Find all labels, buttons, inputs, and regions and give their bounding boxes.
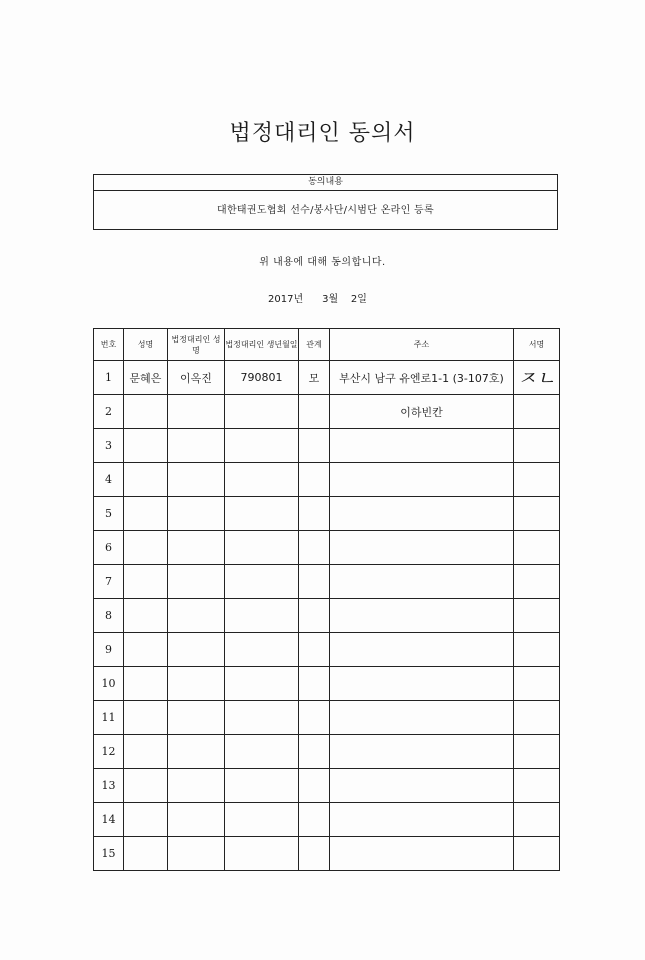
cell-number: 6: [94, 531, 124, 565]
cell-guardian-birthdate: [225, 803, 299, 837]
table-row: [94, 497, 560, 531]
cell-signature: [514, 395, 560, 429]
cell-guardian-birthdate: [225, 633, 299, 667]
cell-name: [124, 395, 168, 429]
table-row: [94, 463, 560, 497]
cell-name: [124, 803, 168, 837]
cell-signature: [514, 497, 560, 531]
cell-name: 문혜은: [124, 361, 168, 395]
cell-signature: [514, 429, 560, 463]
header-name: 성명: [124, 329, 168, 361]
cell-signature: [514, 735, 560, 769]
cell-number: 13: [94, 769, 124, 803]
consent-content-header: 동의내용: [94, 175, 557, 191]
cell-address: [330, 429, 514, 463]
cell-name: [124, 531, 168, 565]
roster-body: [94, 361, 560, 871]
cell-number: 14: [94, 803, 124, 837]
cell-guardian-name: [168, 395, 225, 429]
cell-guardian-birthdate: [225, 599, 299, 633]
handwritten-signature: ㅈㄴ: [517, 365, 556, 390]
cell-address: [330, 735, 514, 769]
cell-signature: [514, 599, 560, 633]
cell-name: [124, 735, 168, 769]
table-row: [94, 395, 560, 429]
cell-relation: [299, 701, 330, 735]
cell-guardian-name: 이옥진: [168, 361, 225, 395]
header-address: 주소: [330, 329, 514, 361]
cell-relation: [299, 769, 330, 803]
cell-guardian-name: [168, 667, 225, 701]
cell-address: [330, 803, 514, 837]
cell-address: [330, 837, 514, 871]
cell-address: [330, 497, 514, 531]
consent-content-box: [93, 174, 558, 230]
cell-number: 10: [94, 667, 124, 701]
agreement-statement: 위 내용에 대해 동의합니다.: [259, 257, 386, 268]
cell-name: [124, 599, 168, 633]
cell-number: 1: [94, 361, 124, 395]
cell-number: 5: [94, 497, 124, 531]
header-number: 번호: [94, 329, 124, 361]
cell-relation: [299, 803, 330, 837]
cell-name: [124, 463, 168, 497]
cell-relation: [299, 565, 330, 599]
cell-guardian-birthdate: [225, 701, 299, 735]
cell-address: [330, 769, 514, 803]
cell-relation: [299, 463, 330, 497]
document-title: 법정대리인 동의서: [229, 121, 416, 146]
cell-guardian-birthdate: 790801: [225, 361, 299, 395]
cell-guardian-birthdate: [225, 565, 299, 599]
cell-guardian-name: [168, 837, 225, 871]
table-row: [94, 667, 560, 701]
cell-relation: [299, 497, 330, 531]
cell-signature: [514, 701, 560, 735]
cell-name: [124, 667, 168, 701]
cell-number: 4: [94, 463, 124, 497]
table-header-row: [94, 329, 560, 361]
cell-address: 부산시 남구 유엔로1-1 (3-107호): [330, 361, 514, 395]
cell-number: 2: [94, 395, 124, 429]
cell-number: 12: [94, 735, 124, 769]
header-guardian-name: 법정대리인 성명: [168, 329, 225, 361]
header-relation: 관계: [299, 329, 330, 361]
table-row: [94, 633, 560, 667]
cell-number: 8: [94, 599, 124, 633]
cell-guardian-birthdate: [225, 735, 299, 769]
table-row: [94, 361, 560, 395]
cell-guardian-name: [168, 429, 225, 463]
cell-number: 9: [94, 633, 124, 667]
table-row: [94, 769, 560, 803]
cell-guardian-birthdate: [225, 531, 299, 565]
cell-guardian-name: [168, 803, 225, 837]
cell-relation: [299, 633, 330, 667]
cell-signature: [514, 837, 560, 871]
table-row: [94, 565, 560, 599]
cell-signature: [514, 531, 560, 565]
cell-guardian-birthdate: [225, 769, 299, 803]
cell-guardian-name: [168, 769, 225, 803]
cell-address: 이하빈칸: [330, 395, 514, 429]
cell-number: 11: [94, 701, 124, 735]
cell-guardian-name: [168, 633, 225, 667]
cell-relation: [299, 599, 330, 633]
table-row: [94, 429, 560, 463]
consent-roster-table: [93, 328, 560, 871]
document-date: 2017년 3월 2일: [268, 294, 367, 305]
cell-guardian-birthdate: [225, 429, 299, 463]
cell-guardian-name: [168, 599, 225, 633]
cell-signature: [514, 769, 560, 803]
consent-content-body: 대한태권도협회 선수/봉사단/시범단 온라인 등록: [217, 205, 434, 216]
cell-signature: [514, 463, 560, 497]
cell-signature: [514, 565, 560, 599]
cell-relation: [299, 667, 330, 701]
cell-guardian-birthdate: [225, 395, 299, 429]
cell-relation: [299, 395, 330, 429]
table-row: [94, 735, 560, 769]
cell-name: [124, 429, 168, 463]
table-row: [94, 599, 560, 633]
cell-signature: [514, 361, 560, 395]
cell-relation: [299, 531, 330, 565]
cell-address: [330, 565, 514, 599]
cell-relation: [299, 837, 330, 871]
cell-signature: [514, 667, 560, 701]
cell-address: [330, 599, 514, 633]
table-row: [94, 837, 560, 871]
table-row: [94, 701, 560, 735]
table-row: [94, 803, 560, 837]
cell-guardian-name: [168, 497, 225, 531]
cell-guardian-name: [168, 565, 225, 599]
cell-signature: [514, 803, 560, 837]
cell-signature: [514, 633, 560, 667]
cell-guardian-name: [168, 531, 225, 565]
cell-number: 15: [94, 837, 124, 871]
cell-address: [330, 633, 514, 667]
cell-relation: [299, 735, 330, 769]
cell-name: [124, 497, 168, 531]
cell-address: [330, 667, 514, 701]
cell-name: [124, 565, 168, 599]
cell-address: [330, 531, 514, 565]
cell-name: [124, 837, 168, 871]
cell-number: 3: [94, 429, 124, 463]
cell-address: [330, 463, 514, 497]
cell-guardian-name: [168, 463, 225, 497]
cell-guardian-name: [168, 701, 225, 735]
cell-name: [124, 701, 168, 735]
cell-number: 7: [94, 565, 124, 599]
cell-guardian-birthdate: [225, 463, 299, 497]
cell-relation: 모: [299, 361, 330, 395]
cell-relation: [299, 429, 330, 463]
table-row: [94, 531, 560, 565]
cell-name: [124, 769, 168, 803]
cell-guardian-name: [168, 735, 225, 769]
cell-guardian-birthdate: [225, 667, 299, 701]
header-guardian-birthdate: 법정대리인 생년월일: [225, 329, 299, 361]
cell-guardian-birthdate: [225, 837, 299, 871]
cell-name: [124, 633, 168, 667]
header-signature: 서명: [514, 329, 560, 361]
cell-guardian-birthdate: [225, 497, 299, 531]
cell-address: [330, 701, 514, 735]
